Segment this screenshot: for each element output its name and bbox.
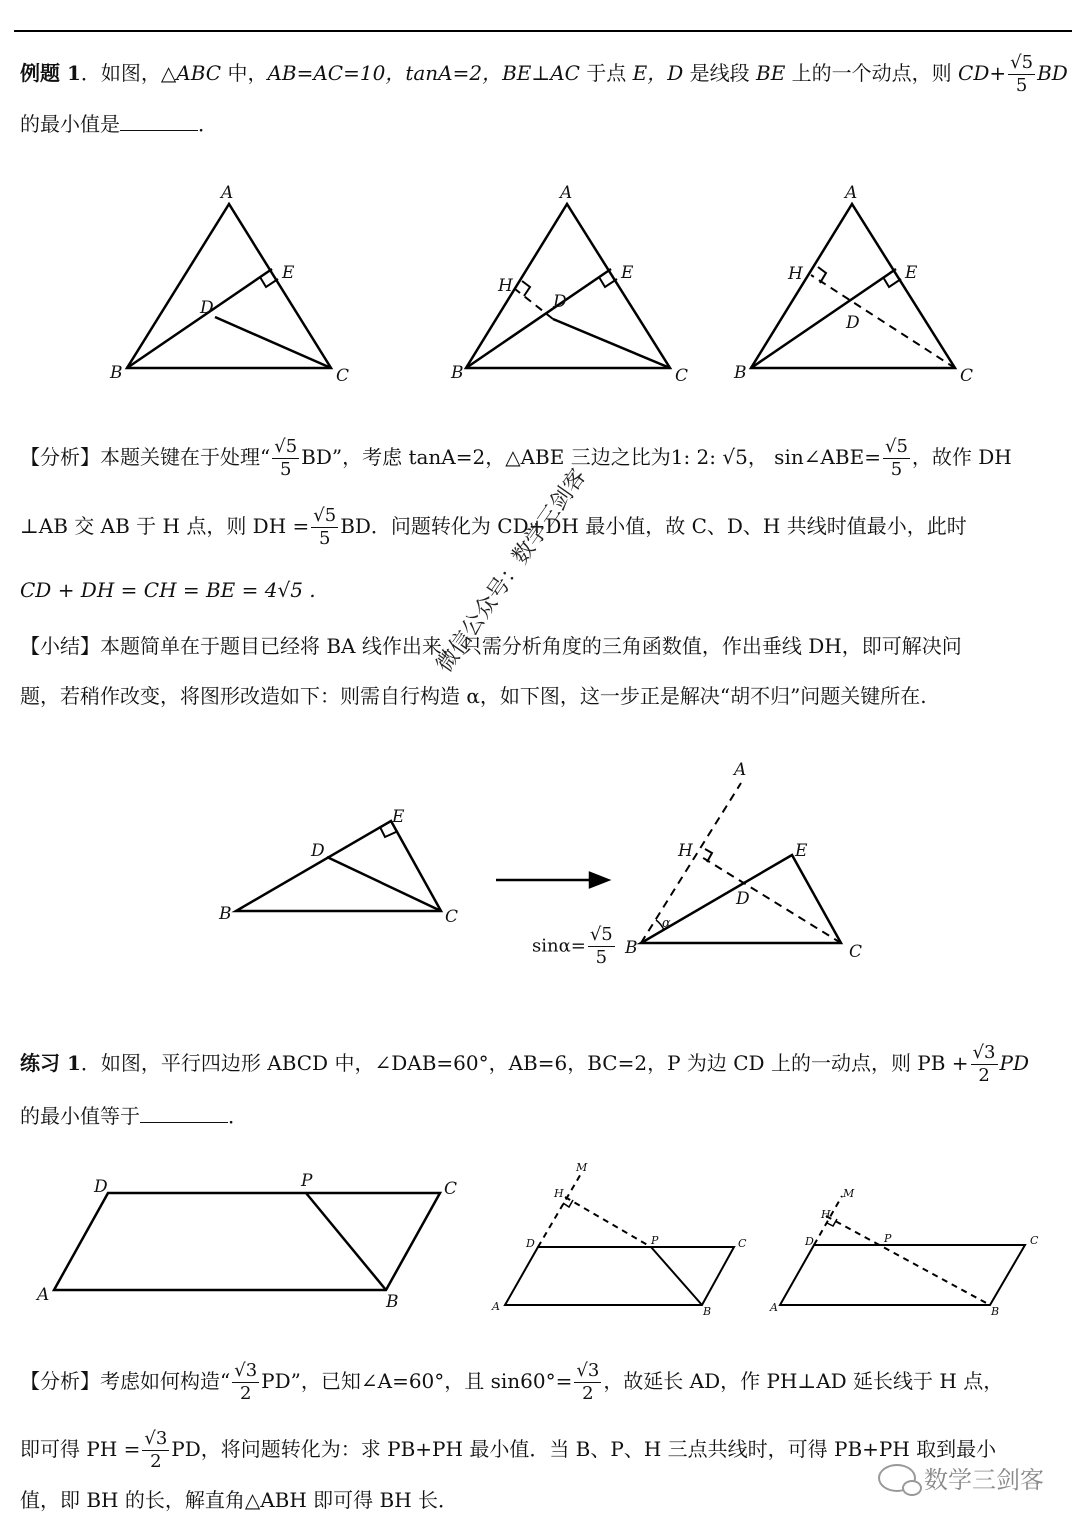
transform-arrow — [496, 873, 608, 887]
point-label: P — [301, 1171, 313, 1191]
point-label: C — [738, 1237, 747, 1250]
figure-2-triangle — [466, 204, 670, 368]
point-label: E — [905, 263, 918, 283]
example1-line2: 的最小值是 ． — [20, 112, 218, 136]
example1-label: 例题 1 — [20, 61, 81, 85]
figure-5-constructed — [641, 783, 841, 943]
point-label: A — [492, 1300, 500, 1313]
point-label: P — [651, 1234, 659, 1247]
point-label: E — [795, 841, 808, 861]
fraction: $\frac{√3}{2}$ — [972, 1042, 996, 1086]
point-label: H — [554, 1187, 564, 1200]
figure-7-parallelogram — [505, 1172, 734, 1305]
point-label: M — [576, 1161, 588, 1174]
point-label: D — [736, 889, 750, 909]
point-label: A — [560, 183, 573, 203]
point-label: D — [200, 298, 214, 318]
point-label: B — [991, 1305, 1000, 1318]
point-label: A — [734, 760, 747, 780]
point-label: B — [386, 1292, 399, 1312]
fraction: $\frac{√3}{2}$ — [576, 1360, 600, 1404]
summary1-line2: 题，若稍作改变，将图形改造如下：则需自行构造 α，如下图，这一步正是解决“胡不归”问题关键所在. — [20, 684, 927, 708]
practice1-line2: 的最小值等于 ． — [20, 1104, 248, 1128]
point-label: A — [37, 1285, 50, 1305]
point-label: P — [884, 1232, 892, 1245]
point-label: B — [451, 363, 464, 383]
point-label: C — [675, 366, 689, 386]
point-label: C — [1030, 1234, 1039, 1247]
analysis1-line3: CD + DH = CH = BE = 4√5 . — [20, 578, 316, 602]
practice1-label: 练习 1 — [20, 1051, 81, 1075]
point-label: B — [219, 904, 232, 924]
analysis2-line1: 【分析】考虑如何构造“ $\frac{√3}{2}$ PD”，已知∠A=60°，且 sin60°= $\frac{√3}{2}$ ，故延长 AD，作 PH⊥AD 延长线于 H 点， — [20, 1360, 1004, 1404]
practice1-line1: 练习 1．如图，平行四边形 ABCD 中，∠DAB=60°，AB=6，BC=2，P 为边 CD 上的一动点，则 PB + $\frac{√3}{2}$ PD — [20, 1042, 1029, 1086]
alpha-label: α — [662, 916, 671, 931]
point-label: B — [734, 363, 747, 383]
point-label: D — [805, 1235, 814, 1248]
point-label: H — [678, 841, 693, 861]
point-label: C — [849, 942, 863, 962]
point-label: H — [498, 276, 513, 296]
fraction: $\frac{√5}{5}$ — [1010, 52, 1034, 96]
figure-8-parallelogram — [780, 1196, 1025, 1305]
fraction: $\frac{√5}{5}$ — [884, 436, 908, 480]
point-label: C — [445, 907, 459, 927]
analysis1-line1: 【分析】本题关键在于处理“ $\frac{√5}{5}$ BD”，考虑 tanA=2，△ABE 三边之比为1: 2: √5， sin∠ABE= $\frac{√5}{5}$ ，故作 DH — [20, 436, 1012, 480]
point-label: C — [444, 1179, 458, 1199]
analysis2-line2: 即可得 PH = $\frac{√3}{2}$ PD，将问题转化为：求 PB+PH 最小值．当 B、P、H 三点共线时，可得 PB+PH 取到最小 — [20, 1428, 997, 1472]
example1-line1: 例题 1．如图，△ABC 中，AB=AC=10，tanA=2，BE⊥AC 于点 E，D 是线段 BE 上的一个动点，则 CD+ $\frac{√5}{5}$ BD — [20, 52, 1068, 96]
figure-4-right-triangle — [236, 821, 441, 911]
figure-1-triangle — [127, 204, 331, 368]
fraction: $\frac{√5}{5}$ — [589, 924, 613, 968]
point-label: E — [392, 807, 405, 827]
figure-3-triangle — [751, 204, 955, 368]
point-label: D — [846, 313, 860, 333]
fraction: $\frac{√5}{5}$ — [274, 436, 298, 480]
point-label: D — [526, 1237, 535, 1250]
point-label: B — [110, 363, 123, 383]
point-label: E — [282, 263, 295, 283]
point-label: A — [845, 183, 858, 203]
fraction: $\frac{√5}{5}$ — [313, 505, 337, 549]
fraction: $\frac{√3}{2}$ — [234, 1360, 258, 1404]
point-label: C — [960, 366, 974, 386]
watermark: 微信公众号：数学三剑客 — [432, 464, 592, 678]
analysis1-line2: ⊥AB 交 AB 于 H 点，则 DH = $\frac{√5}{5}$ BD．问题转化为 CD+DH 最小值，故 C、D、H 共线时值最小，此时 — [20, 505, 967, 549]
summary1-line1: 【小结】本题简单在于题目已经将 BA 线作出来，只需分析角度的三角函数值，作出垂线 DH，即可解决问 — [20, 634, 962, 658]
point-label: M — [843, 1187, 855, 1200]
analysis2-line3: 值，即 BH 的长，解直角△ABH 即可得 BH 长． — [20, 1488, 459, 1512]
point-label: A — [221, 183, 234, 203]
point-label: B — [703, 1305, 712, 1318]
point-label: E — [621, 263, 634, 283]
point-label: D — [311, 841, 325, 861]
point-label: C — [336, 366, 350, 386]
point-label: A — [770, 1301, 778, 1314]
point-label: H — [821, 1208, 831, 1221]
fraction: $\frac{√3}{2}$ — [144, 1428, 168, 1472]
point-label: D — [553, 292, 567, 312]
point-label: B — [625, 938, 638, 958]
brand-logo: 数学三剑客 — [878, 1460, 1044, 1495]
point-label: D — [94, 1177, 108, 1197]
figure-6-parallelogram — [54, 1193, 440, 1290]
sin-alpha-label: sinα= $\frac{√5}{5}$ — [532, 924, 613, 968]
point-label: H — [788, 264, 803, 284]
